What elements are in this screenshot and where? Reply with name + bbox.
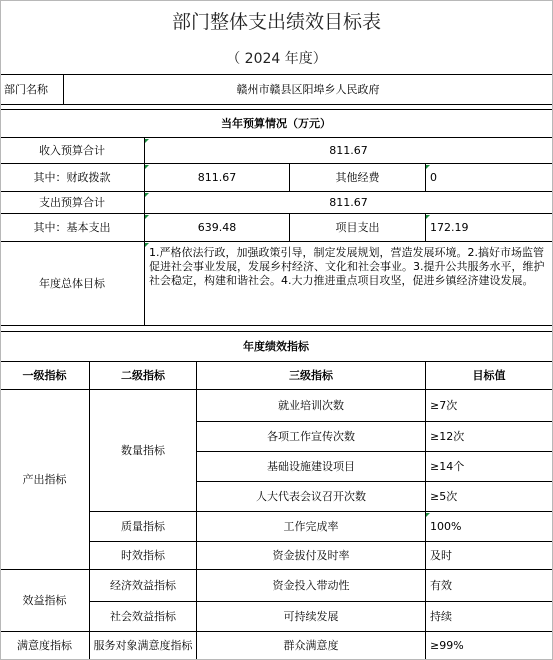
group-quantity: 数量指标	[90, 390, 197, 512]
fiscal-allocation-value: 811.67	[145, 164, 290, 192]
basic-expense-value: 639.48	[145, 214, 290, 242]
budget-section-title: 当年预算情况（万元）	[0, 110, 553, 138]
annual-goal-label: 年度总体目标	[0, 242, 145, 326]
fiscal-allocation-label: 其中：财政拨款	[0, 164, 145, 192]
income-total-value: 811.67	[145, 138, 553, 164]
income-total-label: 收入预算合计	[0, 138, 145, 164]
header-level2: 二级指标	[90, 362, 197, 390]
header-level3: 三级指标	[197, 362, 426, 390]
indicator-name: 就业培训次数	[197, 390, 426, 422]
indicator-name: 资金投入带动性	[197, 570, 426, 602]
group-quality: 质量指标	[90, 512, 197, 542]
indicator-name: 基础设施建设项目	[197, 452, 426, 482]
department-name-label: 部门名称	[0, 75, 64, 105]
indicator-target: ≥12次	[426, 422, 553, 452]
cell-marker-icon	[145, 139, 149, 143]
indicator-name: 可持续发展	[197, 602, 426, 632]
group-benefit: 效益指标	[0, 570, 90, 632]
cell-marker-icon	[145, 243, 149, 247]
indicator-target: ≥5次	[426, 482, 553, 512]
indicator-target: 有效	[426, 570, 553, 602]
indicator-name: 各项工作宣传次数	[197, 422, 426, 452]
cell-marker-icon	[145, 165, 149, 169]
group-social: 社会效益指标	[90, 602, 197, 632]
cell-marker-icon	[145, 193, 149, 197]
indicator-name: 资金拔付及时率	[197, 542, 426, 570]
year-label: （ 2024 年度）	[226, 51, 327, 67]
header-level1: 一级指标	[0, 362, 90, 390]
cell-marker-icon	[426, 215, 430, 219]
indicator-target: 及时	[426, 542, 553, 570]
group-timeliness: 时效指标	[90, 542, 197, 570]
group-output: 产出指标	[0, 390, 90, 570]
cell-marker-icon	[426, 165, 430, 169]
basic-expense-label: 其中：基本支出	[0, 214, 145, 242]
header-target: 目标值	[426, 362, 553, 390]
indicator-target: ≥7次	[426, 390, 553, 422]
page-title: 部门整体支出绩效目标表	[171, 11, 381, 33]
group-service: 服务对象满意度指标	[90, 632, 197, 660]
indicator-target: ≥99%	[426, 632, 553, 660]
indicator-target: ≥14个	[426, 452, 553, 482]
indicator-target: 持续	[426, 602, 553, 632]
annual-goal-text: 1.严格依法行政，加强政策引导，制定发展规划，营造发展环境。2.搞好市场监管促进社会事业发展，发展乡村经济、文化和社会事业。3.提升公共服务水平，维护社会稳定，构建和谐社会。4.大力推进重点项目攻坚，促进乡镇经济建设发展。	[145, 242, 553, 326]
group-satisfaction: 满意度指标	[0, 632, 90, 660]
group-economic: 经济效益指标	[90, 570, 197, 602]
other-funds-label: 其他经费	[290, 164, 426, 192]
indicator-target: 100%	[426, 512, 553, 542]
indicator-name: 工作完成率	[197, 512, 426, 542]
indicator-name: 群众满意度	[197, 632, 426, 660]
expense-total-value: 811.67	[145, 192, 553, 214]
expense-total-label: 支出预算合计	[0, 192, 145, 214]
department-name-value: 赣州市赣县区阳埠乡人民政府	[64, 75, 553, 105]
cell-marker-icon	[426, 513, 430, 517]
cell-marker-icon	[145, 215, 149, 219]
indicator-name: 人大代表会议召开次数	[197, 482, 426, 512]
performance-section-title: 年度绩效指标	[0, 332, 553, 362]
project-expense-value: 172.19	[426, 214, 553, 242]
other-funds-value: 0	[426, 164, 553, 192]
project-expense-label: 项目支出	[290, 214, 426, 242]
